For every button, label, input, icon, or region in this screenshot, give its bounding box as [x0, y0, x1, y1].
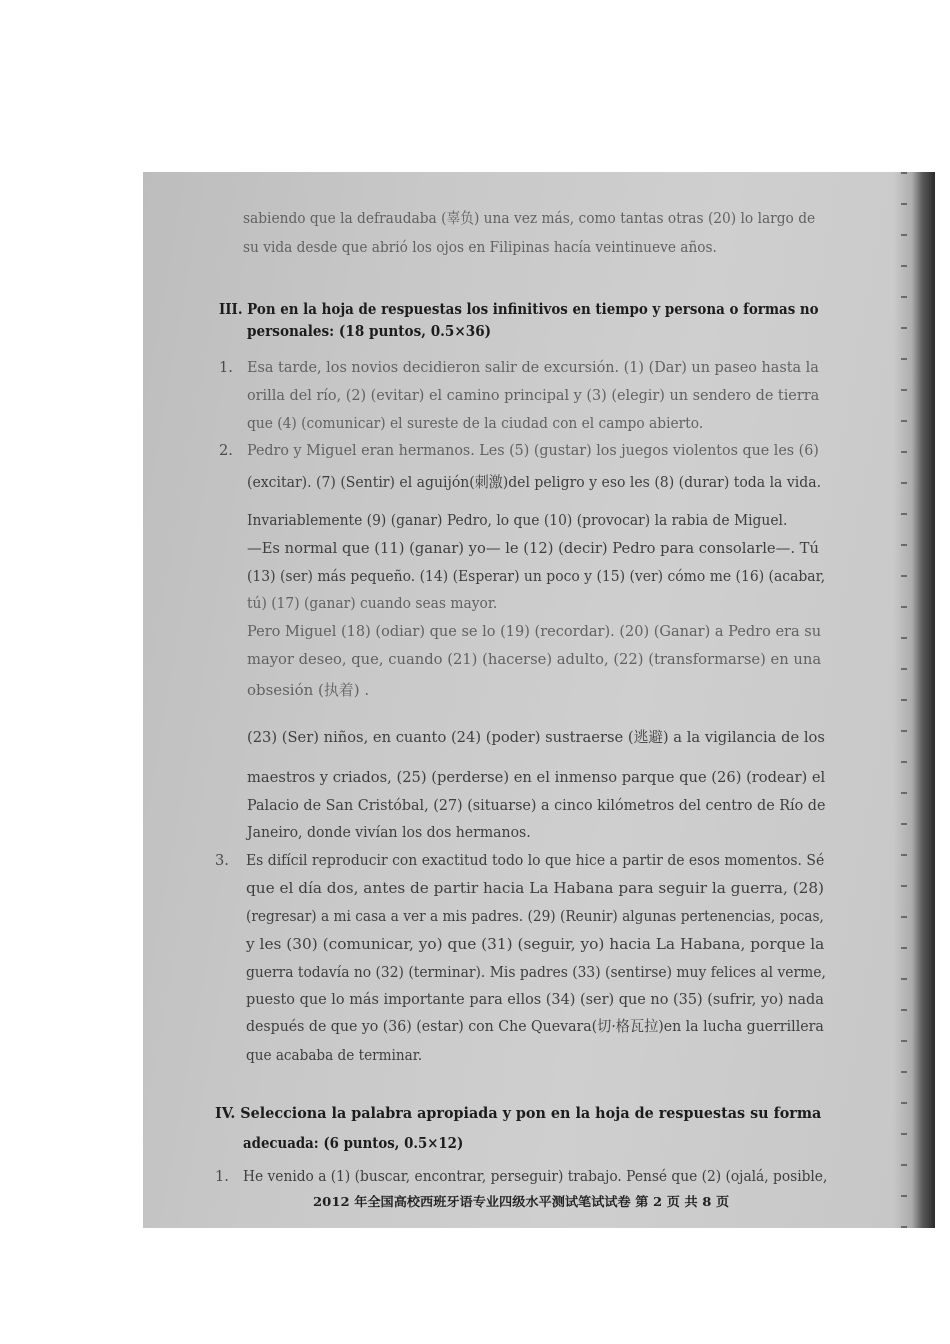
item-3-line-3: (regresar) a mi casa a ver a mis padres. (29) (Reunir) algunas pertenencias, pocas,: [246, 908, 824, 925]
page-footer: 2012 年全国高校西班牙语专业四级水平测试笔试试卷 第 2 页 共 8 页: [313, 1194, 730, 1209]
section-iv-item-1-line-1: He venido a (1) (buscar, encontrar, perseguir) trabajo. Pensé que (2) (ojalá, posible,: [243, 1168, 828, 1185]
staple-marks: [901, 172, 907, 1228]
item-3-line-8: que acababa de terminar.: [246, 1047, 423, 1064]
item-2-number: 2.: [219, 442, 233, 459]
section-iv-heading-1: IV. Selecciona la palabra apropiada y pon en la hoja de respuestas su forma: [215, 1105, 822, 1122]
item-2-line-11: maestros y criados, (25) (perderse) en el inmenso parque que (26) (rodear) el: [247, 769, 826, 786]
section-iii-heading-1: III. Pon en la hoja de respuestas los infinitivos en tiempo y persona o formas no: [219, 301, 819, 318]
section-iii-heading-2: personales: (18 puntos, 0.5×36): [247, 323, 492, 340]
item-3-line-7: después de que yo (36) (estar) con Che Quevara(切·格瓦拉)en la lucha guerrillera: [246, 1018, 824, 1035]
item-2-line-6: tú) (17) (ganar) cuando seas mayor.: [247, 595, 498, 612]
item-2-line-7: Pero Miguel (18) (odiar) que se lo (19) (recordar). (20) (Ganar) a Pedro era su: [247, 623, 822, 640]
item-3-line-6: puesto que lo más importante para ellos (34) (ser) que no (35) (sufrir, yo) nada: [246, 991, 824, 1008]
item-1-line-3: que (4) (comunicar) el sureste de la ciudad con el campo abierto.: [247, 415, 704, 432]
item-2-line-1: Pedro y Miguel eran hermanos. Les (5) (gustar) los juegos violentos que les (6): [247, 442, 819, 459]
item-2-line-9: obsesión (执着) .: [247, 682, 370, 699]
prev-line-2: su vida desde que abrió los ojos en Filipinas hacía veintinueve años.: [243, 239, 717, 256]
item-1-line-2: orilla del río, (2) (evitar) el camino principal y (3) (elegir) un sendero de tierra: [247, 387, 820, 404]
item-3-line-2: que el día dos, antes de partir hacia La Habana para seguir la guerra, (28): [246, 880, 825, 897]
document-photo: [143, 172, 935, 1228]
item-3-line-4: y les (30) (comunicar, yo) que (31) (seguir, yo) hacia La Habana, porque la: [246, 936, 825, 953]
item-2-line-10: (23) (Ser) niños, en cuanto (24) (poder) sustraerse (逃避) a la vigilancia de los: [247, 729, 825, 746]
item-1-number: 1.: [219, 359, 233, 376]
item-2-line-4: —Es normal que (11) (ganar) yo— le (12) (decir) Pedro para consolarle—. Tú: [247, 540, 819, 557]
item-2-line-5: (13) (ser) más pequeño. (14) (Esperar) un poco y (15) (ver) cómo me (16) (acabar,: [247, 568, 826, 585]
page-binding-edge: [893, 172, 935, 1228]
item-2-line-2: (excitar). (7) (Sentir) el aguijón(刺激)del peligro y eso les (8) (durar) toda la vida.: [247, 474, 822, 491]
section-iv-heading-2: adecuada: (6 puntos, 0.5×12): [243, 1135, 464, 1152]
item-3-line-1: Es difícil reproducir con exactitud todo lo que hice a partir de esos momentos. Sé: [246, 852, 825, 869]
item-2-line-8: mayor deseo, que, cuando (21) (hacerse) adulto, (22) (transformarse) en una: [247, 651, 822, 668]
item-2-line-13: Janeiro, donde vivían los dos hermanos.: [247, 824, 531, 841]
prev-line-1: sabiendo que la defraudaba (辜负) una vez más, como tantas otras (20) lo largo de: [243, 210, 816, 227]
item-1-line-1: Esa tarde, los novios decidieron salir de excursión. (1) (Dar) un paseo hasta la: [247, 359, 819, 376]
item-3-line-5: guerra todavía no (32) (terminar). Mis padres (33) (sentirse) muy felices al verme,: [246, 964, 826, 981]
item-2-line-3: Invariablemente (9) (ganar) Pedro, lo que (10) (provocar) la rabia de Miguel.: [247, 512, 788, 529]
section-iv-item-1-number: 1.: [215, 1168, 229, 1185]
item-2-line-12: Palacio de San Cristóbal, (27) (situarse) a cinco kilómetros del centro de Río de: [247, 797, 826, 814]
item-3-number: 3.: [215, 852, 229, 869]
